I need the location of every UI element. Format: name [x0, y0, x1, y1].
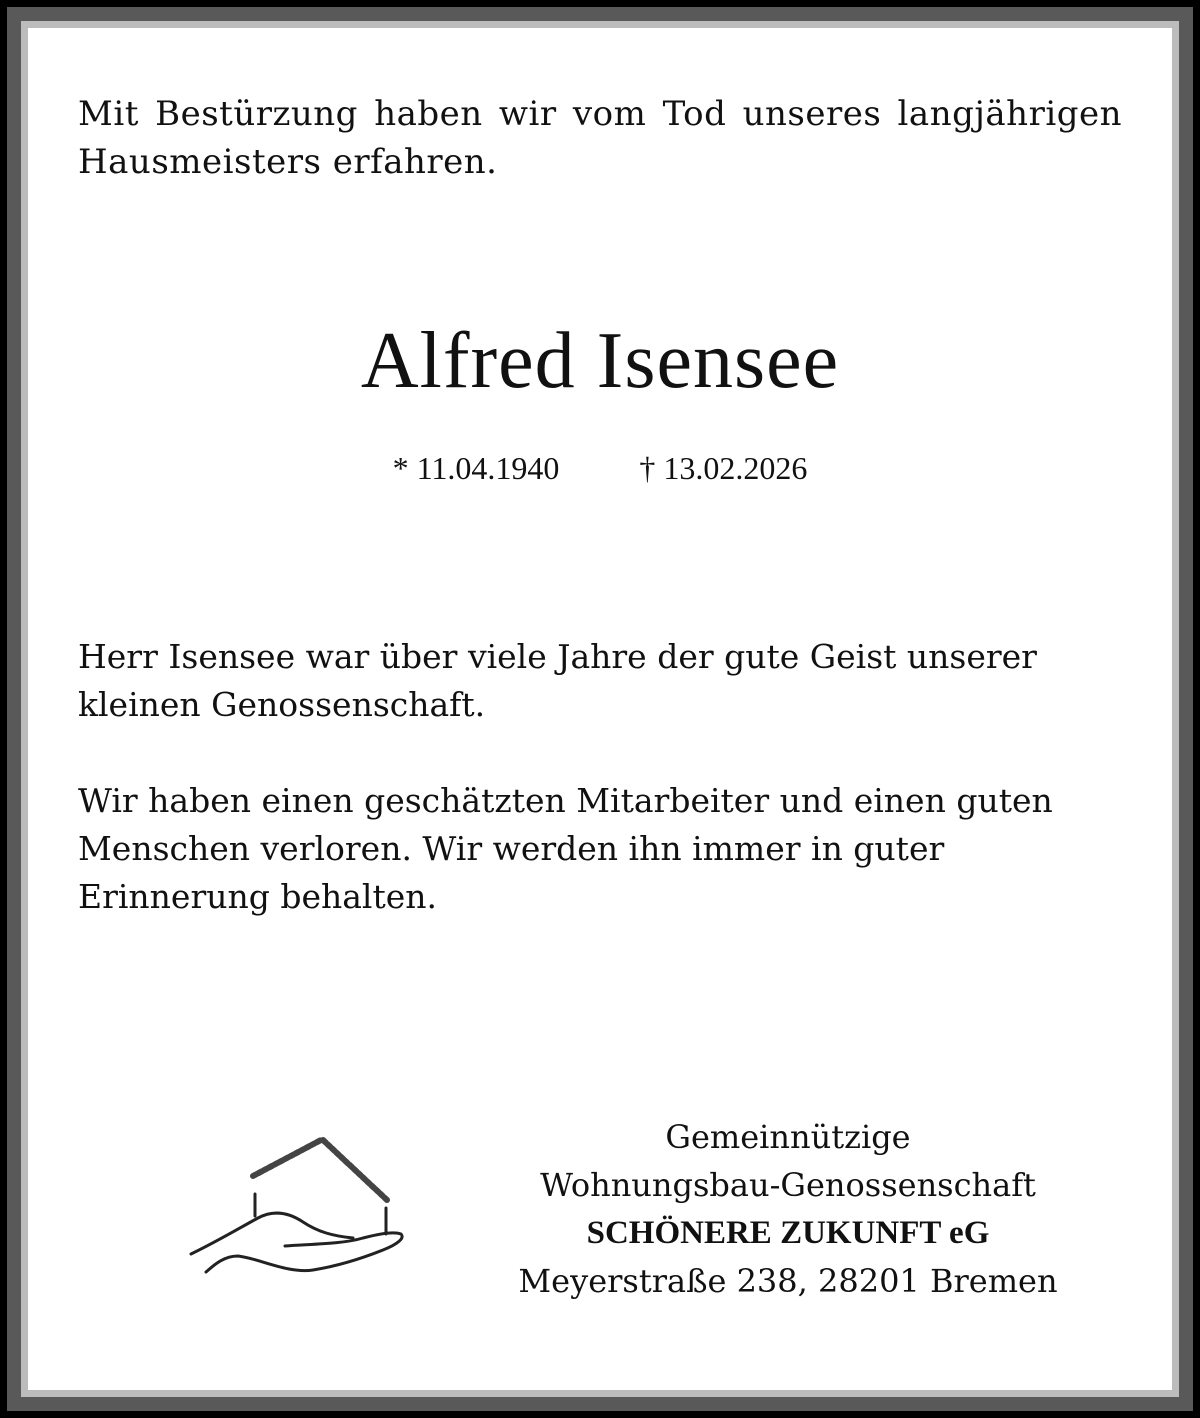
death-symbol: †	[639, 450, 656, 486]
life-dates	[28, 446, 1172, 490]
intro-text	[78, 90, 1122, 186]
paragraph-2: Wir haben einen geschätzten Mitarbeiter und einen guten Menschen verloren. Wir werden ihn immer in guter Erinnerung behalten.	[78, 781, 1053, 916]
org-name: SCHÖNERE ZUKUNFT eG	[586, 1215, 990, 1251]
org-line-1: Gemeinnützige	[665, 1118, 911, 1156]
intro-line-1: Mit Bestürzung haben wir vom Tod unseres langjährigen	[78, 94, 1122, 134]
paragraph-1: Herr Isensee war über viele Jahre der gute Geist unserer kleinen Genossenschaft.	[78, 637, 1037, 724]
org-address: Meyerstraße 238, 28201 Bremen	[518, 1262, 1058, 1300]
organization-signature	[478, 1113, 1098, 1305]
birth-date: 11.04.1940	[416, 450, 560, 486]
body-text	[78, 633, 1138, 969]
hand-holding-house-icon	[173, 1126, 423, 1306]
obituary-notice	[28, 28, 1172, 1390]
org-line-2: Wohnungsbau-Genossenschaft	[540, 1166, 1036, 1204]
death-date: 13.02.2026	[663, 450, 808, 486]
deceased-name: Alfred Isensee	[360, 317, 840, 405]
intro-line-2: Hausmeisters erfahren.	[78, 142, 498, 182]
birth-symbol: *	[392, 450, 409, 486]
